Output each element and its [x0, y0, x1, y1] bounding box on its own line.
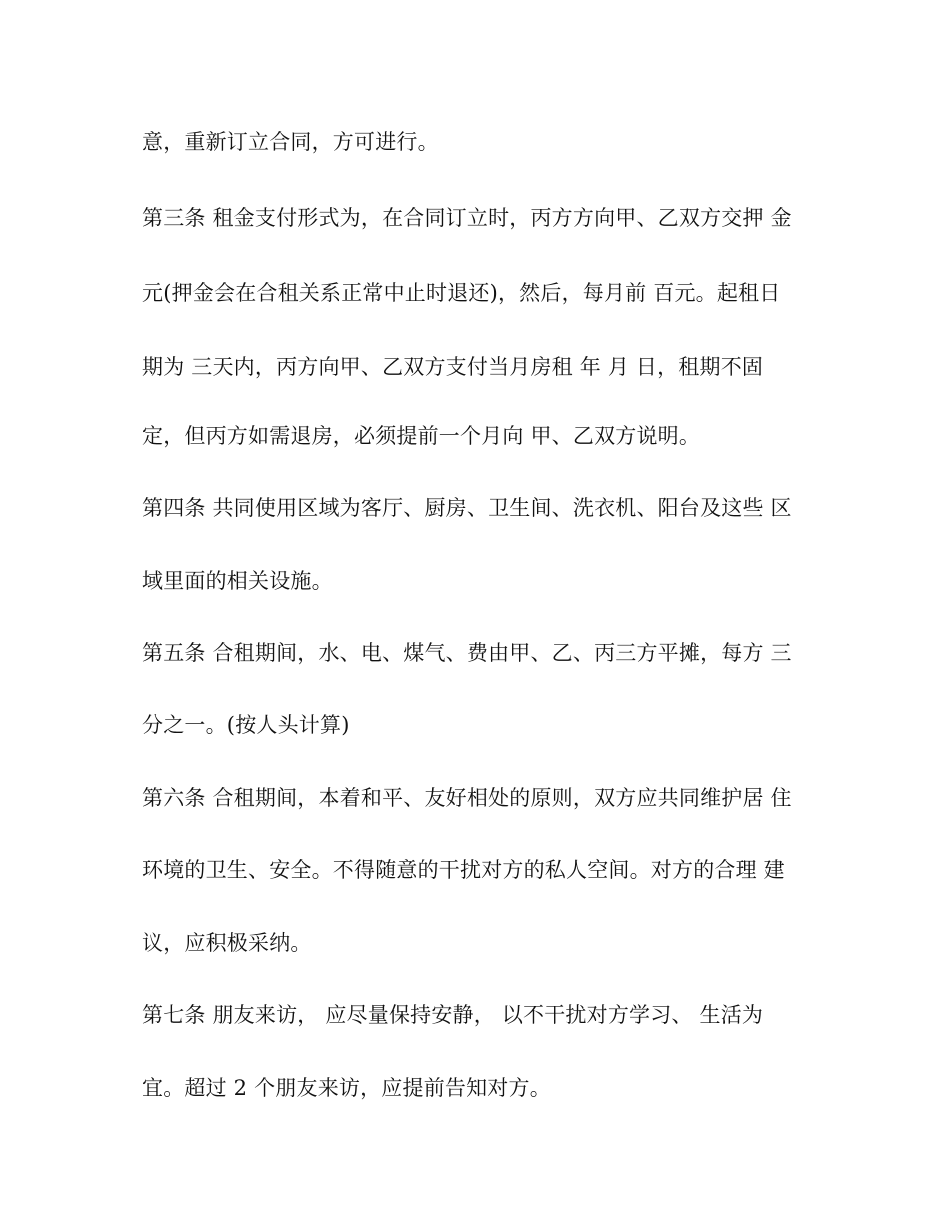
text-line: 第三条 租金支付形式为，在合同订立时，丙方方向甲、乙双方交押 金 [142, 206, 792, 230]
text-line: 分之一。(按人头计算) [142, 713, 350, 737]
text-line: 意，重新订立合同，方可进行。 [142, 130, 439, 154]
text-line: 域里面的相关设施。 [142, 569, 333, 593]
text-line: 宜。超过 2 个朋友来访，应提前告知对方。 [142, 1076, 551, 1100]
text-line: 定，但丙方如需退房，必须提前一个月向 甲、乙双方说明。 [142, 424, 701, 448]
text-line: 第七条 朋友来访， 应尽量保持安静， 以不干扰对方学习、 生活为 [142, 1003, 764, 1027]
text-line: 议，应积极采纳。 [142, 931, 312, 955]
text-line: 第四条 共同使用区域为客厅、厨房、卫生间、洗衣机、阳台及这些 区 [142, 496, 792, 520]
text-line: 第五条 合租期间，水、电、煤气、费由甲、乙、丙三方平摊，每方 三 [142, 641, 792, 665]
text-line: 元(押金会在合租关系正常中止时退还)，然后，每月前 百元。起租日 [142, 281, 781, 305]
text-line: 期为 三天内，丙方向甲、乙双方支付当月房租 年 月 日，租期不固 [142, 355, 764, 379]
text-line: 环境的卫生、安全。不得随意的干扰对方的私人空间。对方的合理 建 [142, 858, 785, 882]
text-line: 第六条 合租期间，本着和平、友好相处的原则，双方应共同维护居 住 [142, 786, 792, 810]
